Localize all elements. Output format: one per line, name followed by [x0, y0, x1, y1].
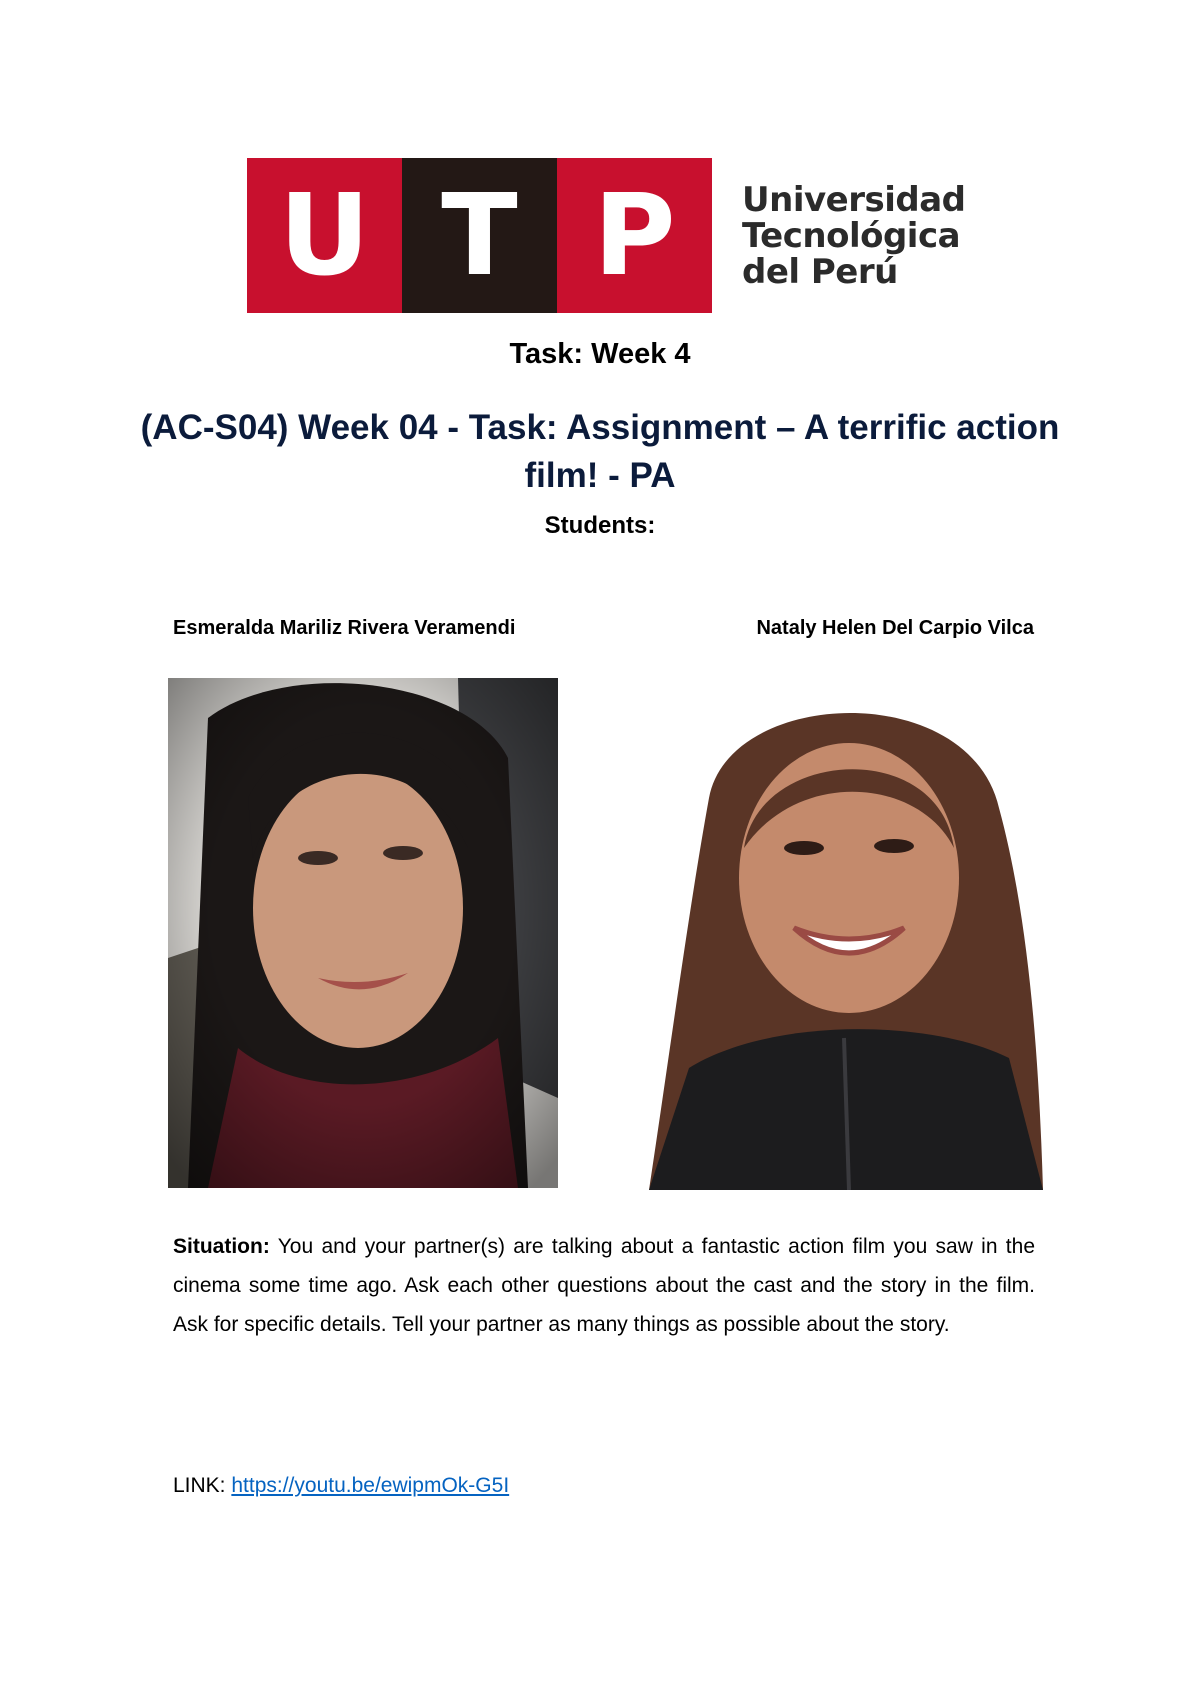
link-label: LINK:	[173, 1474, 232, 1497]
situation-label: Situation:	[173, 1235, 270, 1258]
logo-letter-u: U	[247, 158, 402, 313]
utp-logo	[247, 158, 977, 313]
student-name-2: Nataly Helen Del Carpio Vilca	[756, 617, 1034, 639]
situation-paragraph	[173, 1227, 1035, 1344]
logo-name-line-3: del Perú	[742, 251, 898, 292]
logo-name-line-2: Tecnológica	[742, 215, 961, 256]
situation-text: You and your partner(s) are talking about a fantastic action film you saw in the cinema some time ago. Ask each other questions about the cast and the story in the film. Ask for specific details. Tell your partner as many things as possible about the story.	[173, 1235, 1035, 1336]
logo-name-line-1: Universidad	[742, 179, 966, 220]
student-name-1: Esmeralda Mariliz Rivera Veramendi	[173, 617, 516, 639]
student-photo-2	[649, 678, 1043, 1190]
task-week-heading: Task: Week 4	[509, 338, 691, 370]
student-photo-1	[168, 678, 558, 1188]
video-link[interactable]: https://youtu.be/ewipmOk-G5I	[231, 1474, 510, 1497]
link-line	[173, 1474, 509, 1498]
students-label: Students:	[544, 512, 656, 539]
assignment-title: (AC-S04) Week 04 - Task: Assignment – A terrific action film! - PA	[140, 408, 1060, 495]
logo-letter-p: P	[557, 158, 712, 313]
logo-letter-t: T	[402, 158, 557, 313]
logo-university-name	[742, 158, 965, 313]
